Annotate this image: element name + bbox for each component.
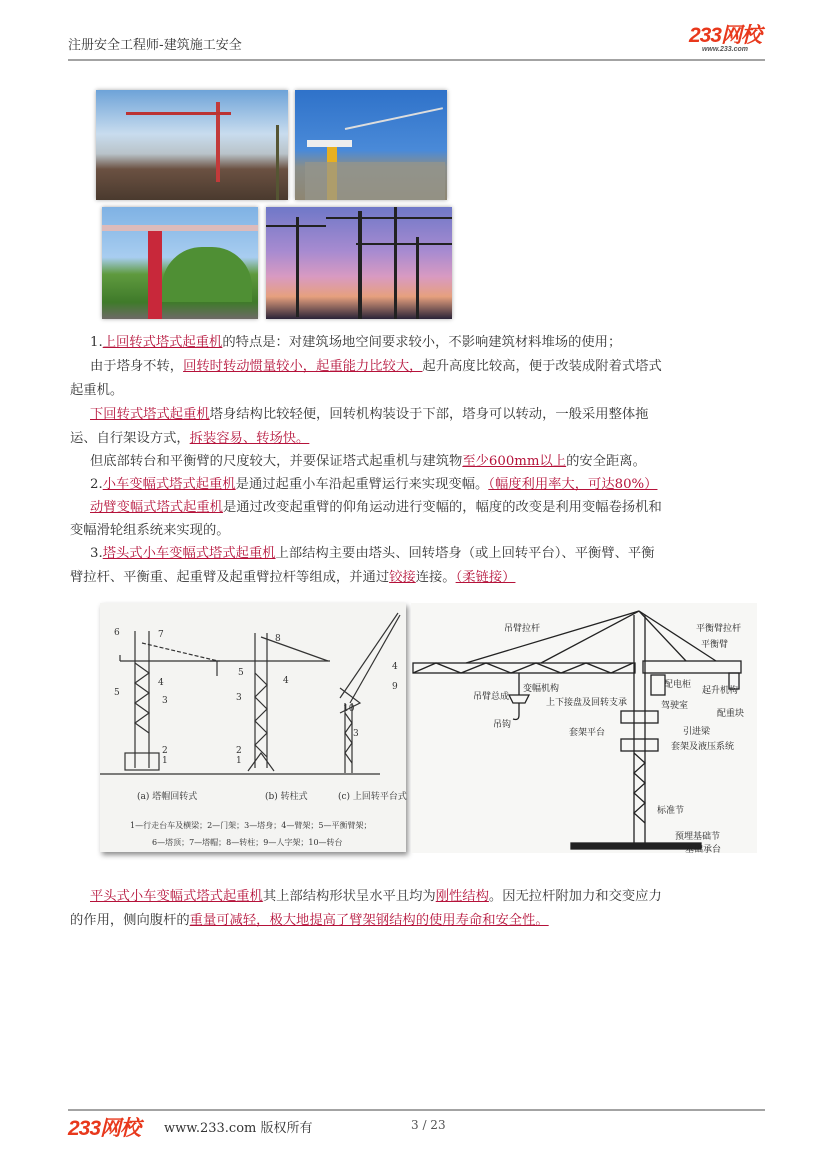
label-slewing: 上下接盘及回转支承 <box>546 698 628 708</box>
crane-diagrams <box>100 603 757 855</box>
paragraph-8-cont <box>70 909 549 932</box>
highlighted-term: 回转时转动惯量较小，起重能力比较大， <box>183 359 423 374</box>
footer-copyright: www.233.com 版权所有 <box>164 1121 313 1136</box>
text-segment: 的特点是：对建筑场地空间要求较小，不影响建筑材料堆场的使用； <box>222 335 622 350</box>
label-mast-section: 标准节 <box>657 806 685 816</box>
page-footer <box>68 1112 765 1140</box>
highlighted-term: 平头式小车变幅式塔式起重机 <box>90 889 263 904</box>
legend-line-1: 1—行走台车及横梁；2—门架；3—塔身；4—臂架；5—平衡臂架； <box>130 821 372 830</box>
highlighted-term: （幅度利用率大，可达80%） <box>488 477 658 492</box>
caption-c: (c) 上回转平台式 <box>338 792 407 802</box>
label-climbing-system: 套架及液压系统 <box>671 742 735 752</box>
label-climbing-platform: 套架平台 <box>569 728 606 738</box>
label-guide-beam: 引进梁 <box>683 727 711 737</box>
text-segment: 2. <box>90 477 103 492</box>
highlighted-term: 下回转式塔式起重机 <box>90 407 210 422</box>
text-segment: 的安全距离。 <box>566 454 646 469</box>
luffing-jib-crane-photo <box>295 90 447 200</box>
highlighted-term: 至少600mm以上 <box>462 454 567 469</box>
text-segment: 起升高度比较高，便于改装成附着式塔式 <box>422 359 662 374</box>
highlighted-term: 上回转式塔式起重机 <box>102 335 223 350</box>
flat-top-crane-photo <box>102 207 258 319</box>
svg-text:2: 2 <box>236 746 242 756</box>
svg-text:6: 6 <box>114 628 120 638</box>
highlighted-term: 动臂变幅式塔式起重机 <box>90 500 223 515</box>
text-segment: 塔身结构比较轻便，回转机构装设于下部，塔身可以转动，一般采用整体拖 <box>209 407 649 422</box>
svg-text:3: 3 <box>162 696 168 706</box>
text-segment: 。因无拉杆附加力和交变应力 <box>488 889 662 904</box>
label-counterweight: 配重块 <box>717 709 745 719</box>
photo-grid <box>96 90 452 322</box>
paragraph-7 <box>90 542 655 565</box>
highlighted-term: 拆装容易、转场快。 <box>189 431 310 446</box>
label-trolley-mechanism: 变幅机构 <box>523 684 560 694</box>
label-hoist: 起升机构 <box>702 686 739 696</box>
svg-text:1: 1 <box>236 756 242 766</box>
svg-text:3: 3 <box>236 693 242 703</box>
page-header <box>68 24 765 60</box>
label-counter-jib: 平衡臂 <box>701 640 729 650</box>
paragraph-6 <box>90 496 662 519</box>
legend-line-2: 6—塔顶；7—塔帽；8—转柱；9—人字架；10—转台 <box>152 838 343 847</box>
label-cab: 驾驶室 <box>661 701 689 711</box>
svg-text:2: 2 <box>162 746 168 756</box>
svg-text:1: 1 <box>162 756 168 766</box>
footer-divider <box>68 1109 765 1111</box>
text-segment: 的作用，侧向腹杆的 <box>70 913 190 928</box>
construction-site-crane-photo <box>96 90 288 200</box>
highlighted-term: 塔头式小车变幅式塔式起重机 <box>102 546 276 561</box>
footer-logo: 233网校 <box>68 1117 141 1140</box>
text-segment: 1. <box>90 335 103 350</box>
paragraph-1 <box>90 331 621 354</box>
paragraph-5 <box>90 473 657 496</box>
document-title: 注册安全工程师-建筑施工安全 <box>68 38 242 53</box>
highlighted-term: （柔链接） <box>455 570 516 585</box>
label-hook: 吊钩 <box>493 720 512 730</box>
highlighted-term: 铰接 <box>389 570 416 585</box>
label-counter-jib-tie: 平衡臂拉杆 <box>696 624 742 634</box>
brand-logo <box>689 26 761 54</box>
text-segment: 由于塔身不转， <box>90 359 184 374</box>
svg-text:9: 9 <box>392 682 398 692</box>
svg-text:4: 4 <box>158 678 164 688</box>
label-embedded-section: 预埋基础节 <box>675 832 721 842</box>
text-segment: 变幅滑轮组系统来实现的。 <box>70 523 230 538</box>
svg-text:3: 3 <box>353 729 359 739</box>
svg-text:5: 5 <box>238 668 244 678</box>
paragraph-8 <box>90 885 662 908</box>
text-segment: 但底部转台和平衡臂的尺度较大，并要保证塔式起重机与建筑物 <box>90 454 463 469</box>
label-foundation: 基础承台 <box>685 845 722 855</box>
label-elec-cabinet: 配电柜 <box>664 680 692 690</box>
crane-components-diagram <box>411 603 757 853</box>
svg-text:5: 5 <box>114 688 120 698</box>
text-segment: 是通过改变起重臂的仰角运动进行变幅的，幅度的改变是利用变幅卷扬机和 <box>222 500 662 515</box>
svg-text:4: 4 <box>283 676 289 686</box>
text-segment: 起重机。 <box>70 383 124 398</box>
crane-types-diagram <box>100 603 406 852</box>
logo-text: 233网校 <box>688 24 761 47</box>
header-divider <box>68 59 765 61</box>
label-jib-assembly: 吊臂总成 <box>473 692 510 702</box>
highlighted-term: 小车变幅式塔式起重机 <box>102 477 236 492</box>
highlighted-term: 重量可减轻，极大地提高了臂架钢结构的使用寿命和安全性。 <box>189 913 549 928</box>
caption-b: (b) 转柱式 <box>265 792 308 802</box>
text-segment: 上部结构主要由塔头、回转塔身（或上回转平台）、平衡臂、平衡 <box>275 546 655 561</box>
paragraph-3-cont <box>70 427 309 450</box>
text-segment: 连接。 <box>415 570 456 585</box>
logo-url: www.233.com <box>701 46 748 53</box>
label-jib-tie: 吊臂拉杆 <box>504 624 541 634</box>
paragraph-2-cont <box>70 379 123 402</box>
cranes-at-dusk-photo <box>266 207 452 319</box>
text-segment: 3. <box>90 546 103 561</box>
page-number: 3 / 23 <box>411 1118 446 1132</box>
paragraph-2 <box>90 355 662 378</box>
svg-text:8: 8 <box>275 634 281 644</box>
text-segment: 臂拉杆、平衡重、起重臂及起重臂拉杆等组成，并通过 <box>70 570 390 585</box>
svg-text:4: 4 <box>392 662 398 672</box>
svg-text:10: 10 <box>343 704 355 714</box>
caption-a: (a) 塔帽回转式 <box>137 792 198 802</box>
paragraph-7-cont <box>70 566 515 589</box>
text-segment: 是通过起重小车沿起重臂运行来实现变幅。 <box>235 477 489 492</box>
paragraph-3 <box>90 403 648 426</box>
paragraph-4 <box>90 450 646 473</box>
paragraph-6-cont <box>70 519 230 542</box>
text-segment: 其上部结构形状呈水平且均为 <box>262 889 436 904</box>
svg-text:7: 7 <box>158 630 164 640</box>
highlighted-term: 刚性结构 <box>435 889 489 904</box>
text-segment: 运、自行架设方式， <box>70 431 190 446</box>
crane-types-drawing <box>100 603 406 852</box>
